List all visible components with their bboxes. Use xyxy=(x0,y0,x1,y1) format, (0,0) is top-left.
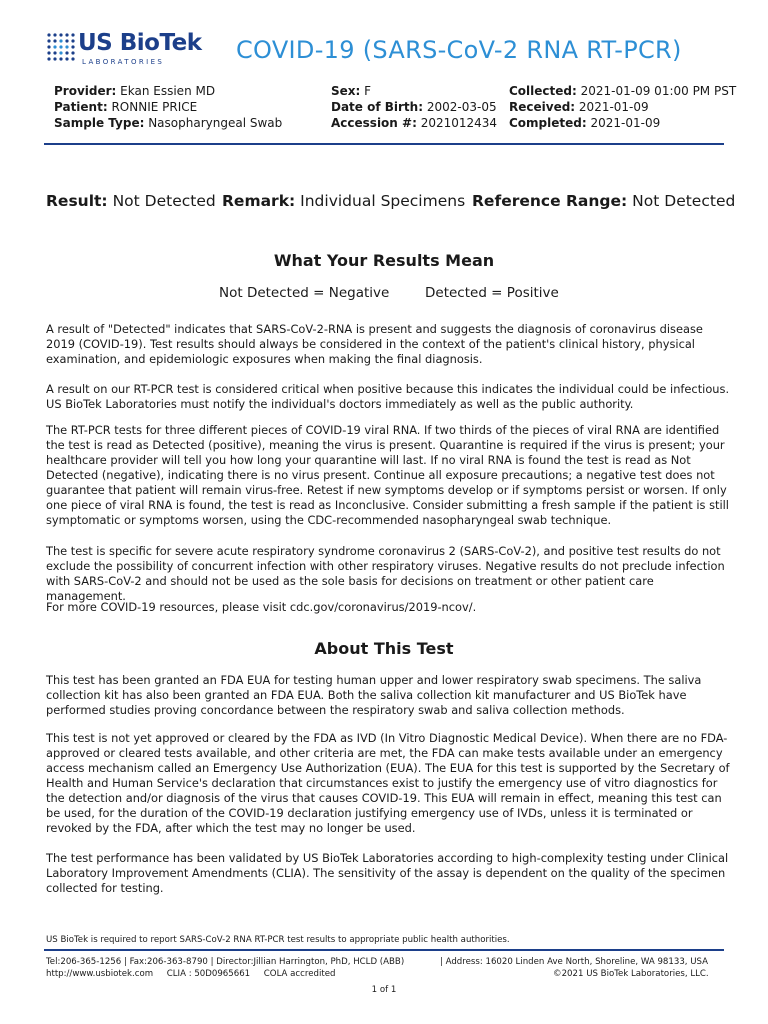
footer-copyright: ©2021 US BioTek Laboratories, LLC. xyxy=(553,969,709,979)
result-field: Result: Not Detected xyxy=(46,192,216,210)
sex-row: Sex: F xyxy=(331,84,372,98)
reporting-note: US BioTek is required to report SARS-CoV-2 RNA RT-PCR test results to appropriate public health authorities. xyxy=(46,935,510,945)
logo-subtitle: LABORATORIES xyxy=(82,58,165,66)
accession-row: Accession #: 2021012434 xyxy=(331,116,498,130)
paragraph-specificity: The test is specific for severe acute respiratory syndrome coronavirus 2 (SARS-CoV-2), and positive test results do not exclude the possibility of concurrent infection with other respiratory viruses. Negative results do not preclude infection with SARS-CoV-2 and should not be used as the sole basis for decisions on treatment or other patient care management. xyxy=(46,544,725,603)
sample-type-row: Sample Type: Nasopharyngeal Swab xyxy=(54,116,283,130)
paragraph-clia-validation: The test performance has been validated by US BioTek Laboratories according to high-complexity testing under Clinical Laboratory Improvement Amendments (CLIA). The sensitivity of the assay is dependent on the quality of the specimen collected for testing. xyxy=(46,851,729,895)
collected-row: Collected: 2021-01-09 01:00 PM PST xyxy=(509,84,737,98)
legend-positive: Detected = Positive xyxy=(425,285,559,301)
reference-range-field: Reference Range: Not Detected xyxy=(472,192,736,210)
us-biotek-logo xyxy=(46,32,206,66)
patient-info-column-3 xyxy=(509,83,736,131)
received-row: Received: 2021-01-09 xyxy=(509,100,649,114)
dob-row: Date of Birth: 2002-03-05 xyxy=(331,100,497,114)
remark-field: Remark: Individual Specimens xyxy=(222,192,466,210)
legend-negative: Not Detected = Negative xyxy=(219,285,390,301)
patient-info-column-2 xyxy=(331,83,497,131)
provider-row: Provider: Ekan Essien MD xyxy=(54,84,216,98)
page-number: 1 of 1 xyxy=(371,985,397,995)
logo-name: US BioTek xyxy=(78,30,202,56)
remark-value: Individual Specimens xyxy=(300,192,466,210)
footer-divider xyxy=(44,949,724,951)
paragraph-test-method: The RT-PCR tests for three different pieces of COVID-19 viral RNA. If two thirds of the pieces of viral RNA are identified the test is read as Detected (positive), meaning the virus is present. Quarantine is required if the virus is present; your healthcare provider will tell you how long your quarantine will last. If no viral RNA is found the test is read as Not Detected (negative), indicating there is no virus present. Continue all exposure precautions; a negative test does not guarantee that patient will remain virus-free. Retest if new symptoms develop or if symptoms persist or worsen. If only one piece of viral RNA is found, the test is read as Inconclusive. Consider submitting a fresh sample if the patient is still symptomatic or symptoms worsen, using the CDC-recommended nasopharyngeal swab technique. xyxy=(46,423,729,527)
patient-info-column-1 xyxy=(54,83,282,131)
footer-address: | Address: 16020 Linden Ave North, Shoreline, WA 98133, USA xyxy=(440,957,709,967)
header-divider xyxy=(44,143,724,145)
completed-row: Completed: 2021-01-09 xyxy=(509,116,661,130)
reference-range-value: Not Detected xyxy=(632,192,736,210)
patient-row: Patient: RONNIE PRICE xyxy=(54,100,198,114)
section-heading-about-test: About This Test xyxy=(314,639,454,658)
paragraph-fda-eua: This test has been granted an FDA EUA for testing human upper and lower respiratory swab specimens. The saliva collection kit has also been granted an FDA EUA. Both the saliva collection kit manufacturer and US BioTek have performed studies proving concordance between the respiratory swab and saliva collection methods. xyxy=(46,673,702,717)
footer-contact: Tel:206-365-1256 | Fax:206-363-8790 | Director:Jillian Harrington, PhD, HCLD (ABB) xyxy=(46,957,405,967)
footer-website-clia: http://www.usbiotek.com CLIA : 50D0965661 COLA accredited xyxy=(46,969,336,979)
paragraph-critical-result: A result on our RT-PCR test is considered critical when positive because this indicates the individual could be infectious. US BioTek Laboratories must notify the individual's doctors immediately as well as the public authority. xyxy=(46,382,730,411)
paragraph-resources: For more COVID-19 resources, please visit cdc.gov/coronavirus/2019-ncov/. xyxy=(46,600,477,614)
section-heading-results-mean: What Your Results Mean xyxy=(273,251,495,270)
result-value: Not Detected xyxy=(112,192,216,210)
paragraph-detected-meaning: A result of "Detected" indicates that SARS-CoV-2-RNA is present and suggests the diagnosis of coronavirus disease 2019 (COVID-19). Test results should always be considered in the context of the patient's clinical history, physical examination, and epidemiologic exposures when making the final diagnosis. xyxy=(46,322,703,366)
logo-dot-grid-icon xyxy=(46,32,76,62)
report-title: COVID-19 (SARS-CoV-2 RNA RT-PCR) xyxy=(236,36,682,64)
paragraph-ivd-status: This test is not yet approved or cleared by the FDA as IVD (In Vitro Diagnostic Medical Device). When there are no FDA-approved or cleared tests available, and other criteria are met, the FDA can make tests available under an emergency access mechanism called an Emergency Use Authorization (EUA). The EUA for this test is supported by the Secretary of Health and Human Service's declaration that circumstances exist to justify the emergency use of vitro diagnostics for the detection and/or diagnosis of the virus that causes COVID-19. This EUA will remain in effect, meaning this test can be used, for the duration of the COVID-19 declaration justifying emergency use of IVDs, unless it is terminated or revoked by the FDA, after which the test may no longer be used. xyxy=(46,731,730,835)
